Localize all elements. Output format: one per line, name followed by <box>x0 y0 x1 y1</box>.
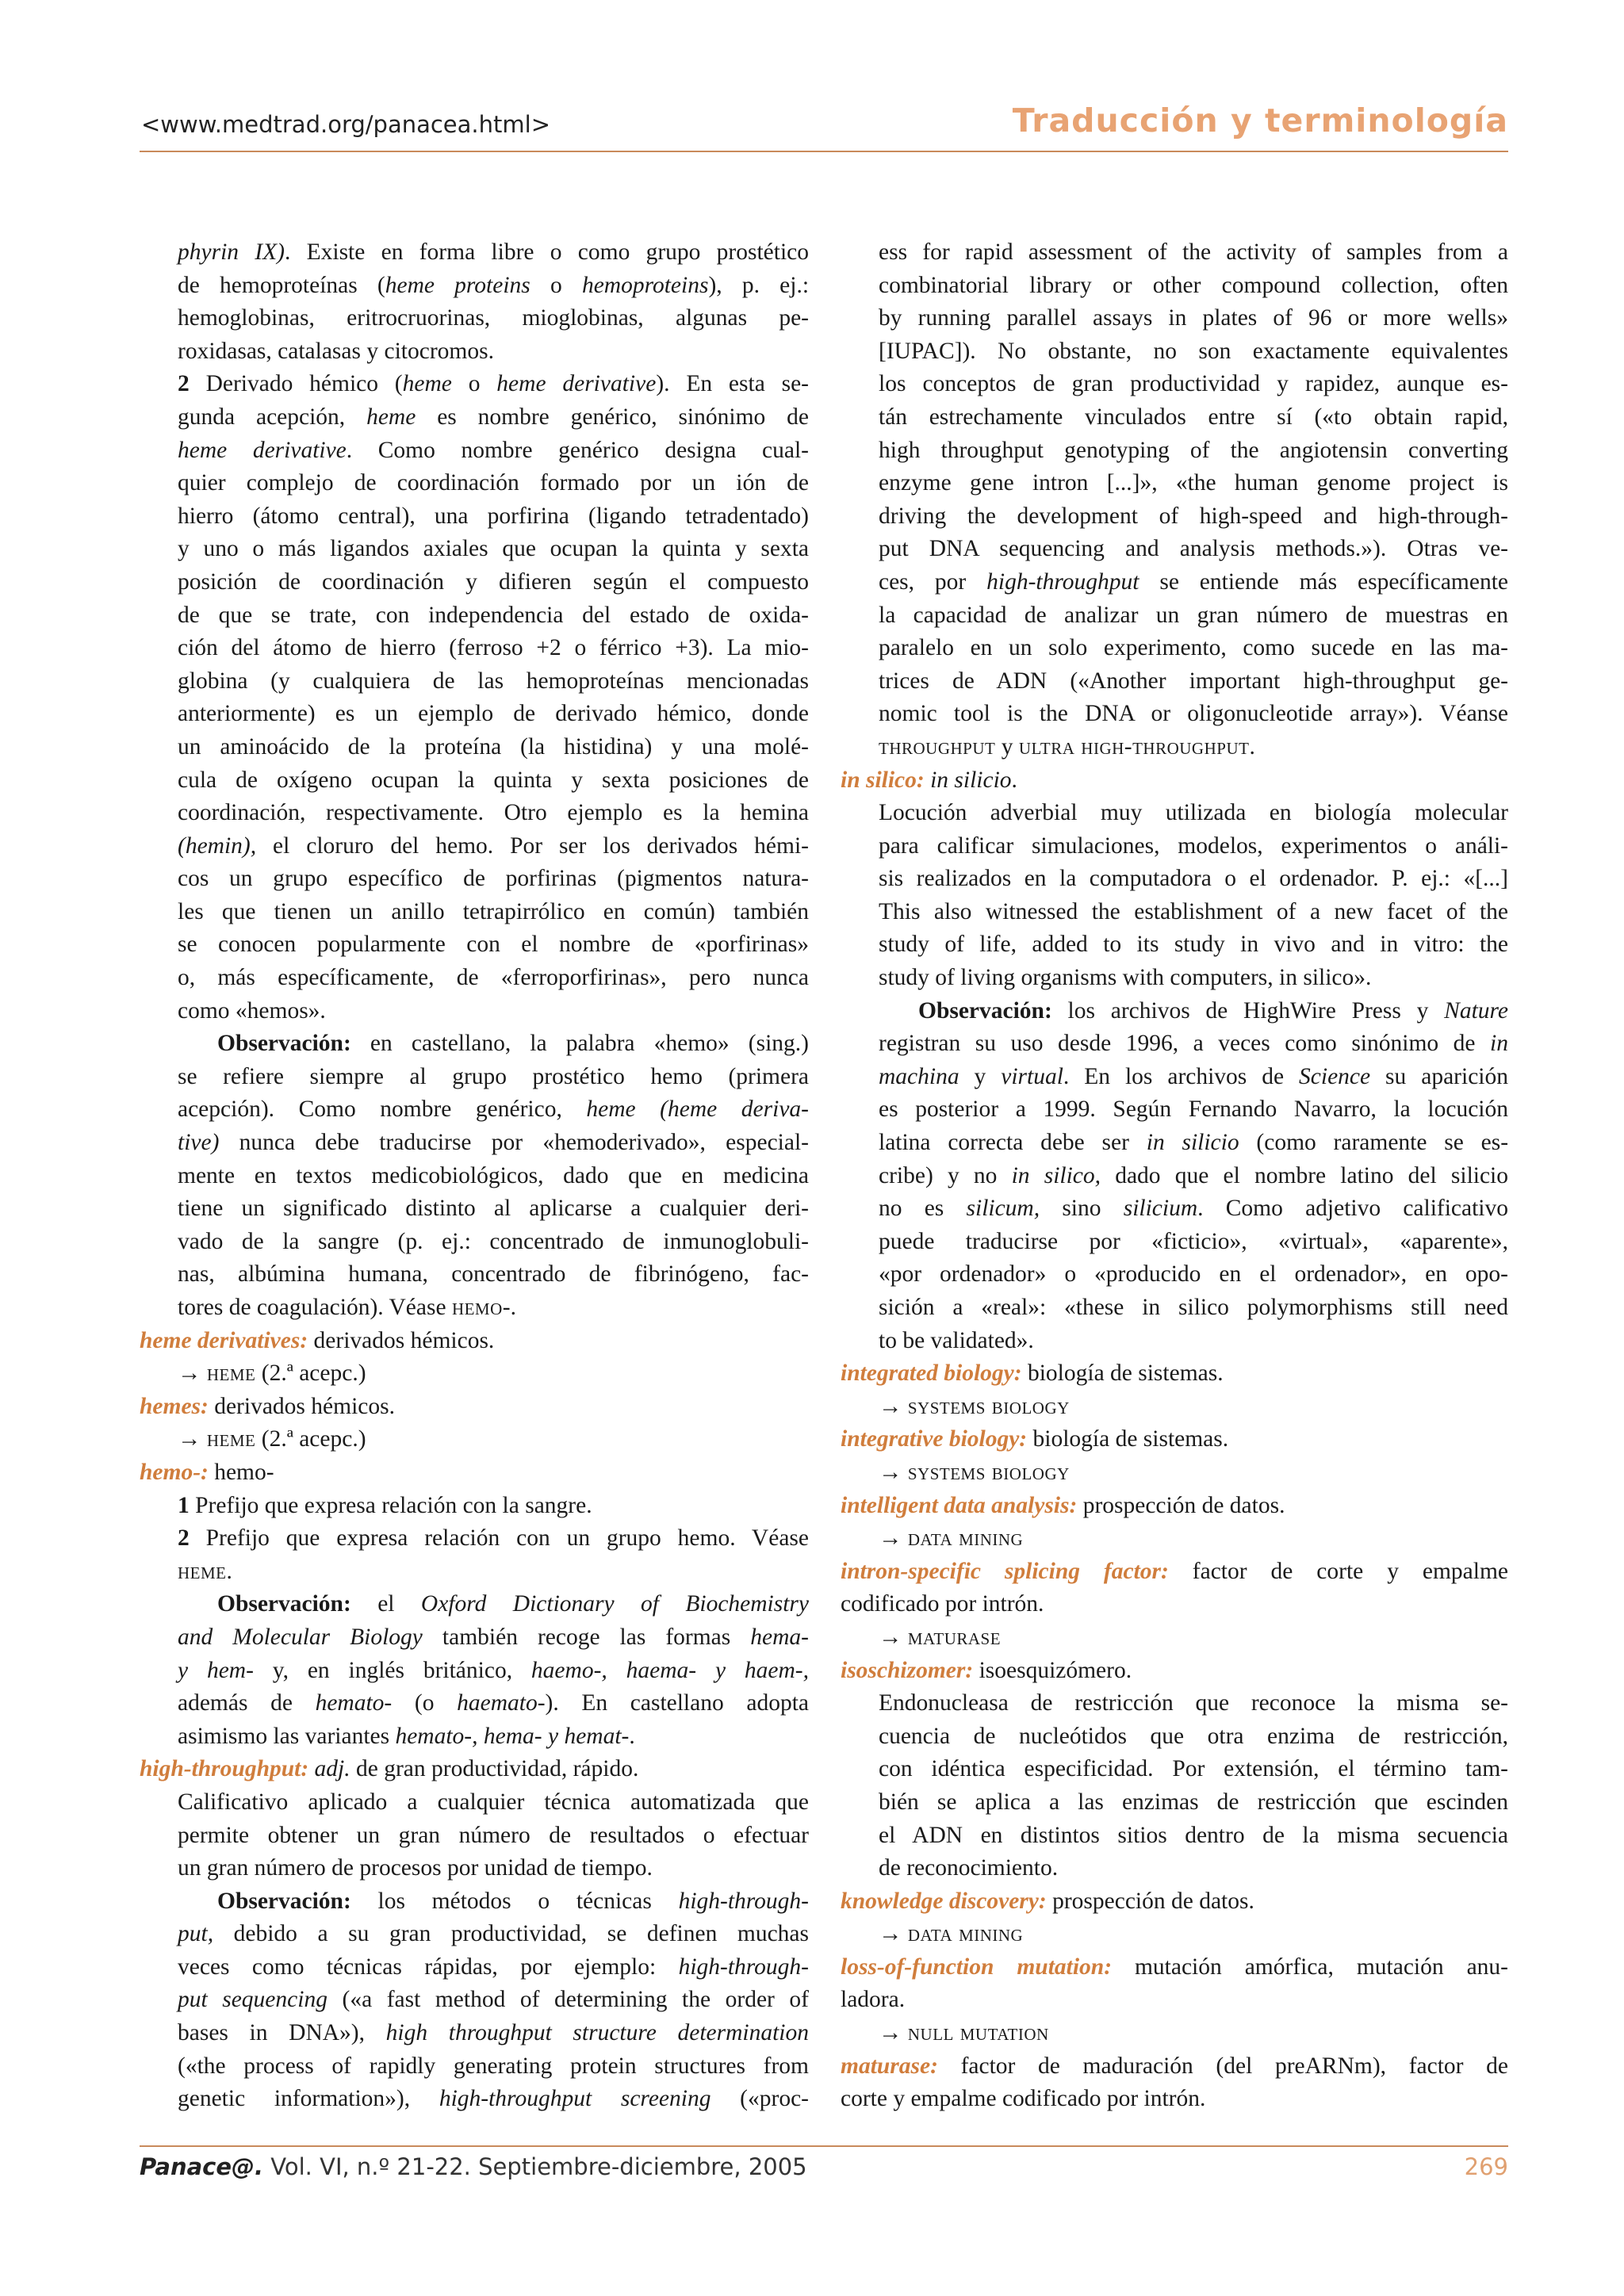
text-line: → systems biology <box>879 1393 1070 1419</box>
text-line: → null mutation <box>879 2020 1049 2046</box>
text-line: acepción). Como nombre genérico, heme (heme deriva- <box>178 1096 809 1123</box>
text-line: Locución adverbial muy utilizada en biología molecular <box>879 800 1508 826</box>
text-line: corte y empalme codificado por intrón. <box>841 2086 1206 2112</box>
text-line: heme derivative. Como nombre genérico designa cual- <box>178 437 809 463</box>
issue-info: Vol. VI, n.º 21-22. Septiembre-diciembre, 2005 <box>263 2153 807 2180</box>
text-line: posición de coordinación y difieren según el compuesto <box>178 568 809 595</box>
text-line: y uno o más ligandos axiales que ocupan la quinta y sexta <box>178 536 809 562</box>
text-line: para calificar simulaciones, modelos, experimentos o análi- <box>879 832 1508 859</box>
text-line: coordinación, respectivamente. Otro ejemplo es la hemina <box>178 800 809 826</box>
text-line: ess for rapid assessment of the activity of samples from a <box>879 239 1508 265</box>
text-line: de reconocimiento. <box>879 1855 1059 1881</box>
text-line: se refiere siempre al grupo prostético hemo (primera <box>178 1063 809 1089</box>
text-line: tive) nunca debe traducirse por «hemoderivado», especial- <box>178 1130 809 1156</box>
text-line: globina (y cualquiera de las hemoproteínas mencionadas <box>178 668 809 694</box>
text-line: 1 Prefijo que expresa relación con la sangre. <box>178 1492 592 1518</box>
text-line: les que tienen un anillo tetrapirrólico en común) también <box>178 898 809 924</box>
text-line: roxidasas, catalasas y citocromos. <box>178 338 494 364</box>
text-line: un gran número de procesos por unidad de tiempo. <box>178 1855 653 1881</box>
text-line: put sequencing («a fast method of determining the order of <box>178 1987 809 2013</box>
text-line: integrative biology: biología de sistemas. <box>841 1426 1229 1452</box>
text-line: hemes: derivados hémicos. <box>140 1393 395 1419</box>
text-line: los conceptos de gran productividad y rapidez, aunque es- <box>879 371 1508 397</box>
footer-divider <box>140 2145 1508 2147</box>
text-line: Calificativo aplicado a cualquier técnica automatizada que <box>178 1789 809 1815</box>
text-line: con idéntica especificidad. Por extensión, el término tam- <box>879 1756 1508 1782</box>
text-line: sis realizados en la computadora o el ordenador. P. ej.: «[...] <box>879 866 1508 892</box>
text-line: study of life, added to its study in vivo and in vitro: the <box>879 932 1508 958</box>
text-line: put, debido a su gran productividad, se definen muchas <box>178 1921 809 1947</box>
footer-citation <box>140 2153 807 2180</box>
text-line: nas, albúmina humana, concentrado de fibrinógeno, fac- <box>178 1261 809 1288</box>
text-line: nomic tool is the DNA or oligonucleotide array»). Véanse <box>879 701 1508 727</box>
text-line: latina correcta debe ser in silicio (como raramente se es- <box>879 1130 1508 1156</box>
text-line: put DNA sequencing and analysis methods.»). Otras ve- <box>879 536 1508 562</box>
text-line: loss-of-function mutation: mutación amórfica, mutación anu- <box>841 1954 1508 1980</box>
text-line: la capacidad de analizar un gran número de muestras en <box>879 602 1508 628</box>
page-number: 269 <box>1464 2153 1508 2180</box>
text-line: hemo-: hemo- <box>140 1459 274 1485</box>
header-url[interactable]: <www.medtrad.org/panacea.html> <box>141 111 550 138</box>
text-line: de que se trate, con independencia del estado de oxida- <box>178 602 809 628</box>
text-line: vado de la sangre (p. ej.: concentrado de inmunoglobuli- <box>178 1228 809 1254</box>
text-line: se conocen popularmente con el nombre de «porfirinas» <box>178 932 809 958</box>
text-line: Observación: el Oxford Dictionary of Biochemistry <box>217 1591 809 1617</box>
text-line: anteriormente) es un ejemplo de derivado hémico, donde <box>178 701 809 727</box>
text-line: high-throughput: adj. de gran productividad, rápido. <box>140 1756 639 1782</box>
text-line: and Molecular Biology también recoge las formas hema- <box>178 1624 809 1650</box>
text-line: Endonucleasa de restricción que reconoce la misma se- <box>879 1690 1508 1716</box>
text-line: registran su uso desde 1996, a veces como sinónimo de in <box>879 1031 1508 1057</box>
text-line: («the process of rapidly generating protein structures from <box>178 2053 809 2079</box>
text-line: combinatorial library or other compound collection, often <box>879 272 1508 298</box>
text-line: → heme (2.ª acepc.) <box>178 1360 366 1387</box>
text-line: heme. <box>178 1558 232 1584</box>
text-line: → maturase <box>879 1624 1002 1650</box>
text-line: el ADN en distintos sitios dentro de la misma secuencia <box>879 1822 1508 1848</box>
section-title: Traducción y terminología <box>1012 101 1508 140</box>
text-line: intron-specific splicing factor: factor de corte y empalme <box>841 1558 1508 1584</box>
text-line: throughput y ultra high-throughput. <box>879 733 1255 760</box>
text-line: → heme (2.ª acepc.) <box>178 1426 366 1452</box>
text-line: [IUPAC]). No obstante, no son exactamente equivalentes <box>879 338 1508 364</box>
text-line: de hemoproteínas (heme proteins o hemoproteins), p. ej.: <box>178 272 809 298</box>
text-line: sición a «real»: «these in silico polymorphisms still need <box>879 1295 1508 1320</box>
text-line: enzyme gene intron [...]», «the human genome project is <box>879 470 1508 496</box>
text-line: cula de oxígeno ocupan la quinta y sexta posiciones de <box>178 767 809 793</box>
text-line: maturase: factor de maduración (del preARNm), factor de <box>841 2053 1508 2079</box>
text-line: y hem- y, en inglés británico, haemo-, haema- y haem-, <box>178 1657 809 1683</box>
text-line: hierro (átomo central), una porfirina (ligando tetradentado) <box>178 503 809 529</box>
right-column <box>841 236 1508 2116</box>
text-line: «por ordenador» o «producido en el ordenador», en opo- <box>879 1261 1508 1288</box>
text-line: in silico: in silicio. <box>841 767 1017 793</box>
text-line: veces como técnicas rápidas, por ejemplo: high-through- <box>178 1954 809 1980</box>
text-line: study of living organisms with computers, in silico». <box>879 965 1372 991</box>
text-line: machina y virtual. En los archivos de Science su aparición <box>879 1063 1508 1089</box>
text-line: o, más específicamente, de «ferroporfirinas», pero nunca <box>178 965 809 991</box>
text-line: isoschizomer: isoesquizómero. <box>841 1657 1132 1683</box>
text-line: bién se aplica a las enzimas de restricción que escinden <box>879 1789 1508 1815</box>
text-line: (hemin), el cloruro del hemo. Por ser los derivados hémi- <box>178 832 809 859</box>
text-line: This also witnessed the establishment of a new facet of the <box>879 898 1508 924</box>
text-line: intelligent data analysis: prospección de datos. <box>841 1492 1285 1518</box>
text-line: Observación: los métodos o técnicas high-through- <box>217 1888 809 1914</box>
text-line: high throughput genotyping of the angiotensin converting <box>879 437 1508 463</box>
text-line: phyrin IX). Existe en forma libre o como grupo prostético <box>178 239 809 265</box>
text-line: cuencia de nucleótidos que otra enzima de restricción, <box>879 1723 1508 1749</box>
text-line: 2 Derivado hémico (heme o heme derivative). En esta se- <box>178 371 809 397</box>
text-line: trices de ADN («Another important high-throughput ge- <box>879 668 1508 694</box>
text-line: permite obtener un gran número de resultados o efectuar <box>178 1822 809 1848</box>
text-line: genetic information»), high-throughput screening («proc- <box>178 2086 809 2112</box>
text-line: tiene un significado distinto al aplicarse a cualquier deri- <box>178 1196 809 1222</box>
text-line: gunda acepción, heme es nombre genérico, sinónimo de <box>178 404 809 430</box>
text-line: cribe) y no in silico, dado que el nombre latino del silicio <box>879 1162 1508 1188</box>
text-line: quier complejo de coordinación formado por un ión de <box>178 470 809 496</box>
text-line: paralelo en un solo experimento, como sucede en las ma- <box>879 635 1508 661</box>
text-line: hemoglobinas, eritrocruorinas, mioglobinas, algunas pe- <box>178 305 809 331</box>
text-line: to be validated». <box>879 1327 1034 1353</box>
text-line: 2 Prefijo que expresa relación con un grupo hemo. Véase <box>178 1525 809 1552</box>
header-divider <box>140 151 1508 152</box>
text-line: codificado por intrón. <box>841 1591 1044 1617</box>
text-line: Observación: en castellano, la palabra «hemo» (sing.) <box>217 1031 809 1057</box>
text-line: heme derivatives: derivados hémicos. <box>140 1327 495 1353</box>
text-line: como «hemos». <box>178 997 326 1024</box>
text-line: bases in DNA»), high throughput structure determination <box>178 2020 809 2046</box>
text-line: tán estrechamente vinculados entre sí («to obtain rapid, <box>879 404 1508 430</box>
text-line: integrated biology: biología de sistemas. <box>841 1360 1224 1387</box>
left-column <box>140 236 809 2116</box>
text-line: un aminoácido de la proteína (la histidina) y una molé- <box>178 733 809 760</box>
journal-name: Panace@. <box>140 2153 264 2180</box>
text-line: además de hemato- (o haemato-). En castellano adopta <box>178 1690 809 1716</box>
text-line: Observación: los archivos de HighWire Press y Nature <box>918 997 1508 1024</box>
text-line: → systems biology <box>879 1459 1070 1485</box>
text-line: ces, por high-throughput se entiende más específicamente <box>879 568 1508 595</box>
text-line: cos un grupo específico de porfirinas (pigmentos natura- <box>178 866 809 892</box>
text-line: driving the development of high-speed and high-through- <box>879 503 1508 529</box>
text-line: puede traducirse por «ficticio», «virtual», «aparente», <box>879 1228 1508 1254</box>
text-line: by running parallel assays in plates of 96 or more wells» <box>879 305 1508 331</box>
text-line: knowledge discovery: prospección de datos. <box>841 1888 1254 1914</box>
text-line: → data mining <box>879 1525 1024 1552</box>
text-line: tores de coagulación). Véase hemo-. <box>178 1295 516 1320</box>
text-line: asimismo las variantes hemato-, hema- y hemat-. <box>178 1723 635 1749</box>
text-line: → data mining <box>879 1921 1024 1947</box>
text-line: es posterior a 1999. Según Fernando Navarro, la locución <box>879 1096 1508 1123</box>
text-line: no es silicum, sino silicium. Como adjetivo calificativo <box>879 1196 1508 1222</box>
text-line: mente en textos medicobiológicos, dado que en medicina <box>178 1162 809 1188</box>
text-line: ción del átomo de hierro (ferroso +2 o férrico +3). La mio- <box>178 635 809 661</box>
text-line: ladora. <box>841 1987 906 2013</box>
